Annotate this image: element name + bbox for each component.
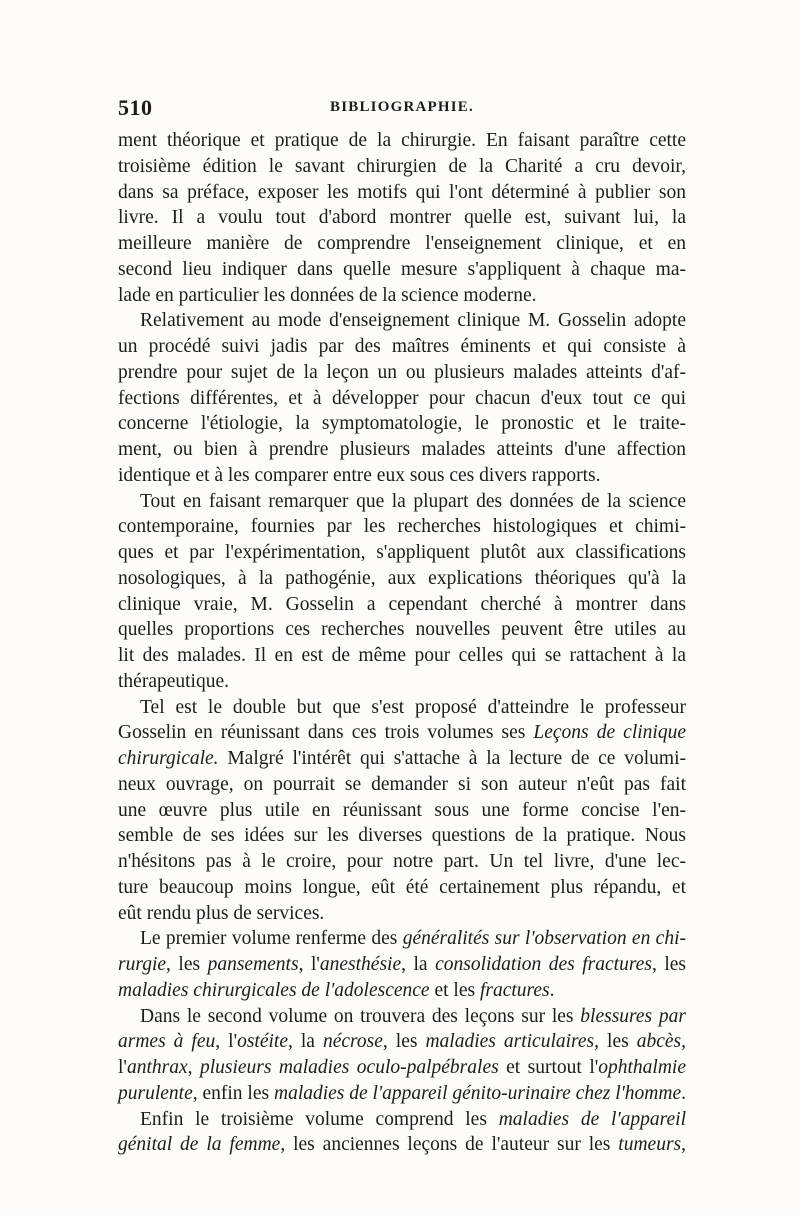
text-line: maladies chirurgicales de l'adolescence et les fractures. — [118, 979, 555, 1001]
text-line: concerne l'étiologie, la symptomatologie, le pronostic et le traite- — [118, 413, 686, 435]
italic-text: purulente — [118, 1082, 193, 1104]
text-line: nosologiques, à la pathogénie, aux explications théoriques qu'à la — [118, 567, 686, 589]
text-line: purulente, enfin les maladies de l'appareil génito-urinaire chez l'homme. — [118, 1082, 686, 1104]
text-line: Dans le second volume on trouvera des leçons sur les blessures par — [140, 1005, 686, 1027]
text-line: Tel est le double but que s'est proposé d'atteindre le professeur — [140, 696, 686, 718]
text-line: quelles proportions ces recherches nouvelles peuvent être utiles au — [118, 619, 686, 641]
text-line: ques et par l'expérimentation, s'appliquent plutôt aux classifications — [118, 542, 686, 563]
text-line: chirurgicale. Malgré l'intérêt qui s'attache à la lecture de ce volumi- — [118, 748, 686, 769]
text-line: fections différentes, et à développer pour chacun d'eux tout ce qui — [118, 387, 686, 409]
text-line: Relativement au mode d'enseignement clinique M. Gosselin adopte — [140, 310, 686, 332]
italic-text: rurgie — [118, 954, 167, 975]
text-line: ture beaucoup moins longue, eût été certainement plus répandu, et — [118, 876, 686, 898]
text-line: second lieu indiquer dans quelle mesure s'appliquent à chaque ma- — [118, 258, 686, 280]
body-text — [118, 128, 686, 1158]
italic-text: maladies de l'appareil génito-urinaire chez l'homme — [273, 1082, 682, 1104]
text-line: contemporaine, fournies par les recherches histologiques et chimi- — [118, 516, 686, 538]
italic-text: maladies articulaires — [425, 1031, 595, 1053]
text-line: ment théorique et pratique de la chirurgie. En faisant paraître cette — [118, 130, 686, 151]
text-line: l'anthrax, plusieurs maladies oculo-palpébrales et surtout l'ophthalmie — [118, 1057, 686, 1078]
page-number: 510 — [118, 95, 153, 120]
page-header — [118, 95, 686, 125]
italic-text: tumeurs — [618, 1134, 682, 1156]
text-line: semble de ses idées sur les diverses questions de la pratique. Nous — [118, 825, 686, 847]
italic-text: pansements — [207, 954, 299, 975]
italic-text: anthrax — [126, 1057, 188, 1078]
italic-text: maladies chirurgicales de l'adolescence — [118, 979, 430, 1001]
text-line: prendre pour sujet de la leçon un ou plusieurs malades atteints d'af- — [118, 361, 686, 383]
italic-text: plusieurs maladies oculo-palpébrales — [199, 1057, 499, 1078]
text-line: Le premier volume renferme des généralités sur l'observation en chi- — [140, 928, 686, 950]
text-line: un procédé suivi jadis par des maîtres éminents et qui consiste à — [118, 336, 686, 357]
text-line: une œuvre plus utile en réunissant sous une forme concise l'en- — [118, 799, 686, 821]
italic-text: consolidation des fractures — [435, 954, 652, 975]
text-line: rurgie, les pansements, l'anesthésie, la consolidation des fractures, les — [118, 954, 686, 975]
text-line: livre. Il a voulu tout d'abord montrer quelle est, suivant lui, la — [118, 207, 686, 229]
text-line: clinique vraie, M. Gosselin a cependant cherché à montrer dans — [118, 593, 686, 615]
italic-text: généralités sur l'observation en chi- — [402, 928, 686, 950]
text-line: dans sa préface, exposer les motifs qui l'ont déterminé à publier son — [118, 181, 686, 203]
text-line: n'hésitons pas à le croire, pour notre part. Un tel livre, d'une lec- — [118, 851, 686, 872]
text-line: lade en particulier les données de la science moderne. — [118, 284, 537, 306]
italic-text: maladies de l'appareil — [498, 1108, 686, 1130]
italic-text: abcès — [636, 1031, 682, 1053]
italic-text: ophthalmie — [598, 1057, 686, 1078]
text-line: armes à feu, l'ostéite, la nécrose, les maladies articulaires, les abcès, — [118, 1031, 686, 1053]
italic-text: chirurgicale. — [118, 748, 219, 769]
italic-text: blessures par — [580, 1005, 686, 1027]
text-line: troisième édition le savant chirurgien de la Charité a cru devoir, — [118, 155, 686, 177]
italic-text: ostéite — [237, 1031, 288, 1053]
italic-text: génital de la femme — [118, 1134, 281, 1156]
italic-text: anesthésie — [319, 954, 402, 975]
italic-text: fractures — [479, 979, 550, 1001]
text-line: meilleure manière de comprendre l'enseignement clinique, et en — [118, 233, 686, 254]
text-line: Tout en faisant remarquer que la plupart des données de la science — [140, 490, 686, 512]
text-line: Enfin le troisième volume comprend les maladies de l'appareil — [140, 1108, 686, 1130]
running-title: BIBLIOGRAPHIE. — [330, 99, 474, 115]
italic-text: Leçons de clinique — [533, 722, 686, 744]
text-line: neux ouvrage, on pourrait se demander si son auteur n'eût pas fait — [118, 773, 686, 795]
italic-text: armes à feu — [118, 1031, 216, 1053]
text-line: lit des malades. Il en est de même pour celles qui se rattachent à la — [118, 645, 686, 666]
text-line: génital de la femme, les anciennes leçons de l'auteur sur les tumeurs, — [118, 1134, 687, 1156]
text-line: identique et à les comparer entre eux sous ces divers rapports. — [118, 464, 601, 486]
text-line: thérapeutique. — [118, 670, 229, 692]
italic-text: nécrose — [322, 1031, 383, 1053]
text-line: Gosselin en réunissant dans ces trois volumes ses Leçons de clinique — [118, 722, 686, 744]
text-line: ment, ou bien à prendre plusieurs malades atteints d'une affection — [118, 439, 686, 460]
text-line: eût rendu plus de services. — [118, 902, 325, 924]
